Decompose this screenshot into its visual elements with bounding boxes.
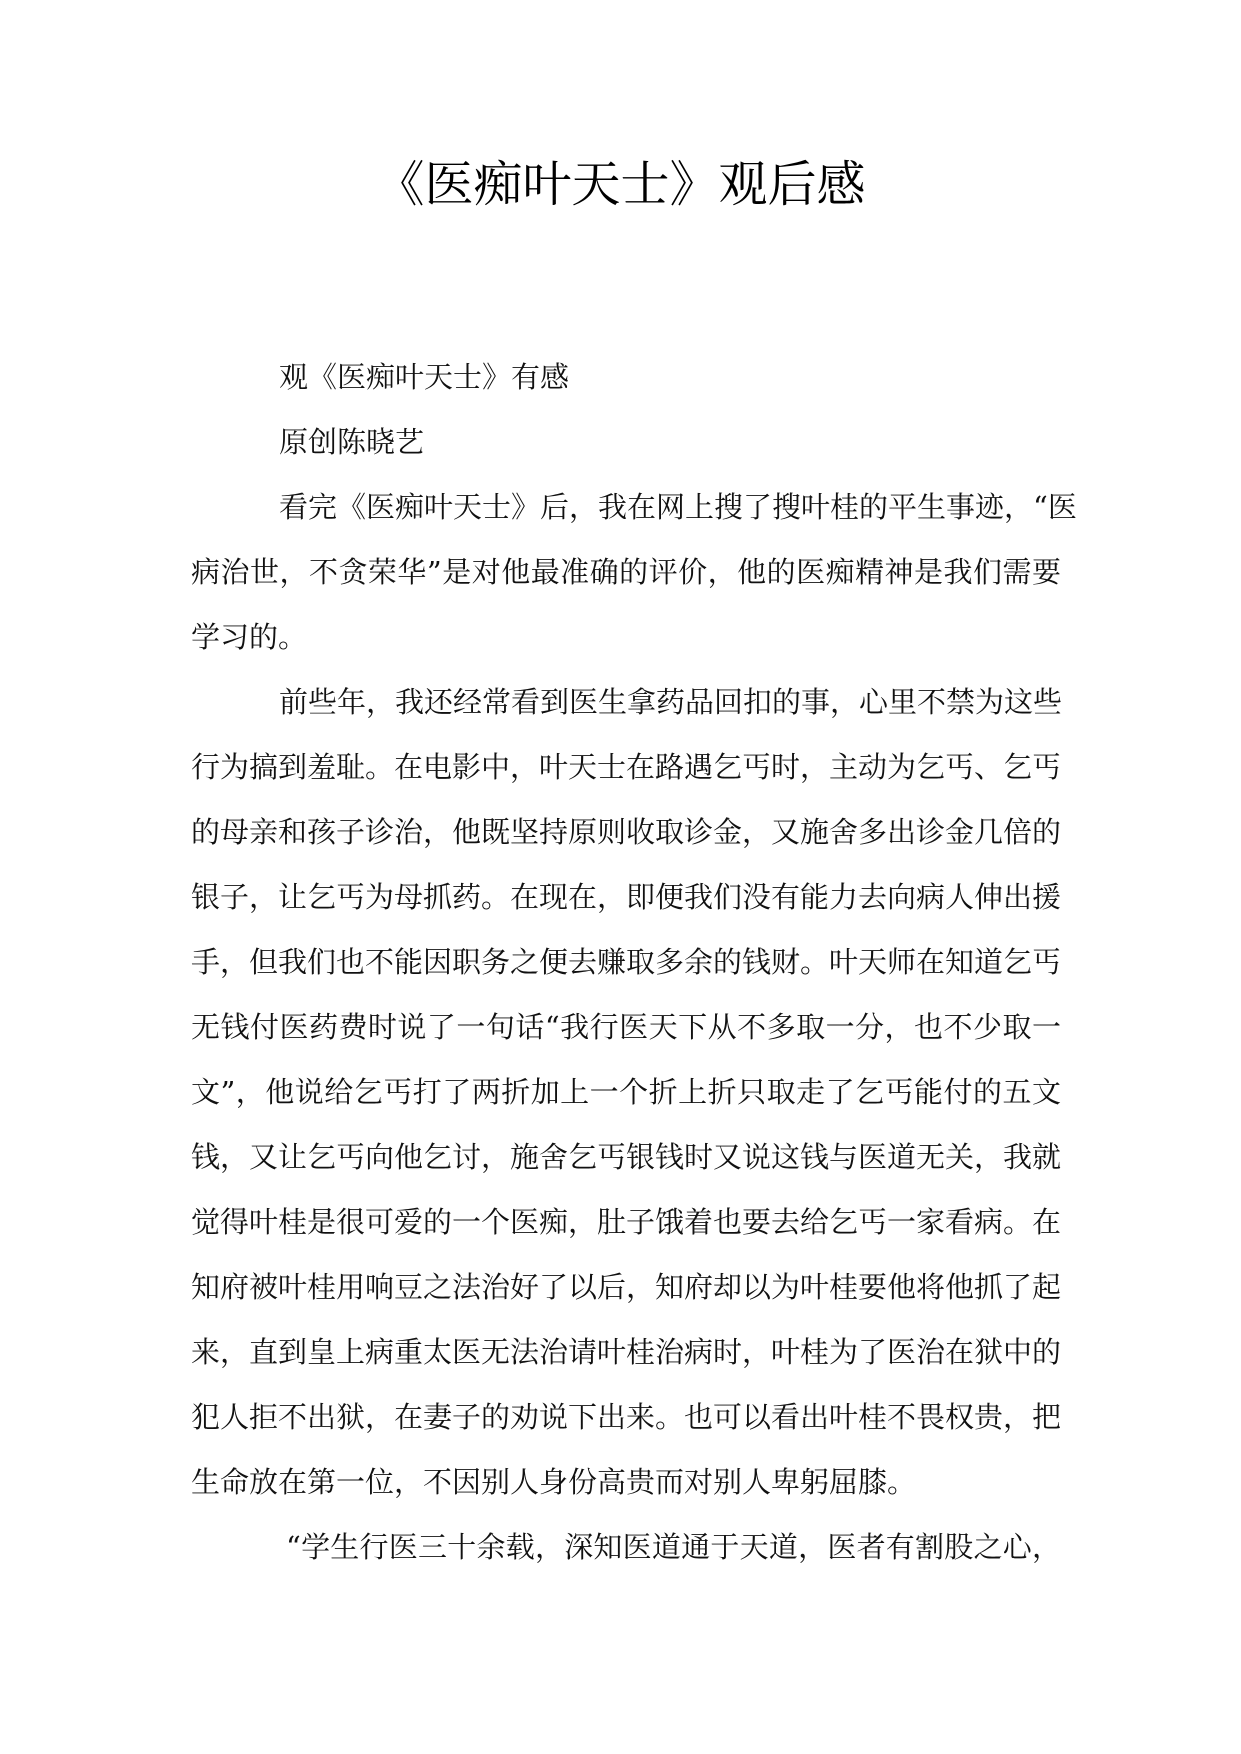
paragraph-2-line: 钱，又让乞丐向他乞讨，施舍乞丐银钱时又说这钱与医道无关，我就 [191,1140,1062,1174]
subtitle-line: 观《医痴叶天士》有感 [279,360,570,394]
paragraph-1-line: 看完《医痴叶天士》后，我在网上搜了搜叶桂的平生事迹，“医 [279,490,1077,524]
paragraph-3-line: “学生行医三十余载，深知医道通于天道，医者有割股之心， [286,1530,1061,1564]
paragraph-2-line: 知府被叶桂用响豆之法治好了以后，知府却以为叶桂要他将他抓了起 [191,1270,1062,1304]
document-body [191,345,1077,1580]
paragraph-2 [191,670,1061,1515]
paragraph-2-line: 文”，他说给乞丐打了两折加上一个折上折只取走了乞丐能付的五文 [191,1075,1061,1109]
paragraph-2-line: 行为搞到羞耻。在电影中，叶天士在路遇乞丐时，主动为乞丐、乞丐 [191,750,1062,784]
paragraph-2-line: 犯人拒不出狱，在妻子的劝说下出来。也可以看出叶桂不畏权贵，把 [191,1400,1062,1434]
paragraph-2-line: 手，但我们也不能因职务之便去赚取多余的钱财。叶天师在知道乞丐 [191,945,1062,979]
paragraph-2-line: 无钱付医药费时说了一句话“我行医天下从不多取一分，也不少取一 [191,1010,1061,1044]
paragraph-2-line: 来，直到皇上病重太医无法治请叶桂治病时，叶桂为了医治在狱中的 [191,1335,1062,1369]
paragraph-1-line: 病治世，不贪荣华”是对他最准确的评价，他的医痴精神是我们需要 [191,555,1061,589]
paragraph-2-line: 生命放在第一位，不因别人身份高贵而对别人卑躬屈膝。 [191,1465,917,1499]
paragraph-2-line: 的母亲和孩子诊治，他既坚持原则收取诊金，又施舍多出诊金几倍的 [191,815,1062,849]
paragraph-2-line: 前些年，我还经常看到医生拿药品回扣的事，心里不禁为这些 [279,685,1063,719]
paragraph-1-line: 学习的。 [191,620,308,654]
paragraph-1 [191,475,1077,670]
paragraph-2-line: 觉得叶桂是很可爱的一个医痴，肚子饿着也要去给乞丐一家看病。在 [191,1205,1062,1239]
paragraph-3 [191,1515,1061,1580]
document-title: 《医痴叶天士》观后感 [375,156,866,213]
author-line: 原创陈晓艺 [279,425,425,459]
paragraph-2-line: 银子，让乞丐为母抓药。在现在，即便我们没有能力去向病人伸出援 [191,880,1062,914]
